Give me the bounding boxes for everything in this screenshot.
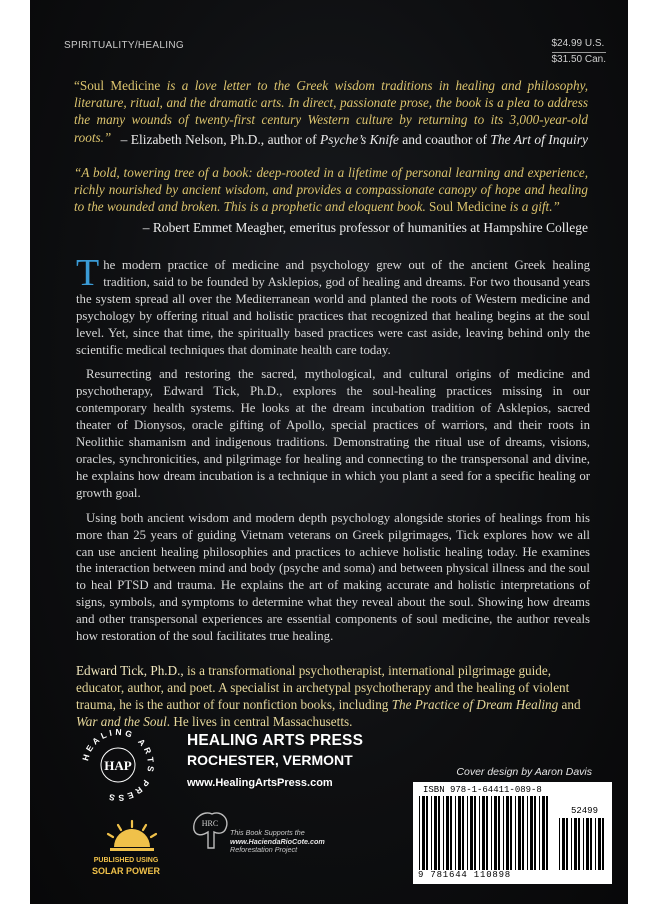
barcode-bar — [491, 796, 492, 870]
quote2-title: Soul Medicine — [429, 199, 507, 215]
barcode-bar — [586, 818, 589, 870]
barcode-bar — [434, 796, 437, 870]
publisher-website[interactable]: www.HealingArtsPress.com — [187, 777, 333, 789]
author-bio-b: . He lives in central Massachusetts. — [166, 714, 353, 729]
barcode-bar — [539, 796, 540, 870]
barcode-bar — [467, 796, 468, 870]
quote1-attribution — [121, 132, 588, 148]
category-label: SPIRITUALITY/HEALING — [64, 40, 184, 51]
barcode-bar — [595, 818, 596, 870]
tree-icon — [190, 808, 230, 852]
description-paragraph-2: Resurrecting and restoring the sacred, mythological, and cultural origins of medicine and psychotherapy, Edward Tick, Ph.D., explores the soul-healing practices missing in our contemporary health systems. He looks at the dream incubation tradition of Asklepios, sacred theater of Dionysos, oracle gifting of Apollo, special practices of warriors, and their roots in Neolithic shamanism and indigenous traditions. Demonstrating the ritual use of dreams, visions, oracles, synchronicities, and pilgrimage for healing and connecting to the transpersonal and divine, he explains how dream incubation is a technique in which you plant a seed for a specific healing or growth goal. — [76, 367, 590, 500]
barcode-bar — [486, 796, 488, 870]
barcode-bar — [422, 796, 425, 870]
barcode-bar — [450, 796, 452, 870]
barcode-bar — [530, 796, 533, 870]
author-book2: War and the Soul — [76, 714, 167, 729]
barcode-bar — [590, 818, 592, 870]
quote2-text-a: “A bold, towering tree of a book: deep-rooted in a lifetime of personal learning and experience, richly nourished by ancient wisdom, and provides a compassionate canopy of hope and healing to the wounded and broken. This is a prophetic and eloquent book. — [74, 165, 588, 215]
solar-power-icon — [100, 817, 164, 857]
barcode-bar — [562, 818, 565, 870]
logo-monogram: HAP — [104, 758, 132, 773]
endorsement-quote-2 — [74, 164, 588, 216]
ean-barcode-bars — [419, 796, 551, 872]
barcode-bar — [470, 796, 473, 870]
barcode-bar — [506, 796, 509, 870]
quote2-author: – Robert Emmet Meagher, — [142, 220, 287, 235]
price-us: $24.99 U.S. — [552, 37, 607, 53]
solar-line-1: PUBLISHED USING — [93, 857, 159, 864]
quote1-title: “Soul Medicine — [74, 78, 161, 93]
barcode-bar — [574, 818, 577, 870]
barcode-bar — [598, 818, 601, 870]
hacienda-line-2[interactable]: www.HaciendaRioCote.com — [230, 836, 325, 846]
barcode-bar — [566, 818, 568, 870]
barcode-bar — [571, 818, 572, 870]
quote1-attr-and: and coauthor of — [398, 132, 491, 147]
barcode-bar — [498, 796, 500, 870]
price-can: $31.50 Can. — [551, 54, 606, 65]
barcode-bar — [482, 796, 485, 870]
author-bio-a: is a transformational psychotherapist, international pilgrimage guide, educator, author, and poet. A specialist in archetypal psychotherapy and the healing of violent trauma, he is the author of four nonfiction books, including — [76, 663, 570, 712]
isbn-text: ISBN 978-1-64411-089-8 — [423, 785, 542, 795]
barcode-bar — [515, 796, 516, 870]
author-name: Edward Tick, Ph.D., — [76, 663, 184, 678]
description-paragraph-1 — [76, 252, 590, 358]
barcode-bar — [542, 796, 545, 870]
barcode — [413, 782, 612, 884]
barcode-bar — [578, 818, 580, 870]
barcode-bar — [431, 796, 432, 870]
drop-cap: T — [76, 252, 100, 294]
solar-line-2: SOLAR POWER — [92, 866, 161, 876]
barcode-bar — [426, 796, 428, 870]
paragraph-1-text: he modern practice of medicine and psychology grew out of the ancient Greek healing tradition, said to be founded by Asklepios, god of healing and dreams. For two thousand years the system spread all over the Mediterranean world and planted the roots of Western medicine and psychology by offering ritual and holistic practices that recognized that healing begins at the soul level. Yet, since that time, the spiritually based practices were cast aside, leaving behind only the scientific medical techniques that dominate health care today. — [76, 258, 590, 357]
barcode-bar — [458, 796, 461, 870]
quote1-attr-text: author of — [264, 132, 321, 147]
barcode-bar — [546, 796, 548, 870]
price-barcode-bars — [559, 818, 605, 870]
barcode-bar — [527, 796, 528, 870]
solar-power-text — [92, 856, 160, 876]
barcode-bar — [602, 818, 604, 870]
quote1-book1: Psyche’s Knife — [320, 132, 399, 147]
barcode-bar — [474, 796, 476, 870]
price-box — [552, 37, 607, 67]
hacienda-line-3: Reforestation Project — [230, 845, 298, 855]
quote2-attribution — [143, 220, 588, 236]
hacienda-logo-text: HRC — [201, 819, 219, 828]
barcode-bar — [503, 796, 504, 870]
author-book1: The Practice of Dream Healing — [391, 697, 559, 712]
barcode-bar — [522, 796, 524, 870]
publisher-city: ROCHESTER, VERMONT — [187, 752, 353, 768]
back-cover — [30, 0, 628, 904]
quote1-text: is a love letter to the Greek wisdom traditions in healing and philosophy, literature, ritual, and the dramatic arts. In direct, passionate prose, the book is a plea to address the many wounds of twenty-first century Western culture by returning to its 3,000-year-old roots.” — [74, 78, 588, 145]
barcode-bar — [494, 796, 497, 870]
barcode-bar — [583, 818, 584, 870]
quote1-book2: The Art of Inquiry — [490, 132, 588, 147]
author-bio-and: and — [558, 697, 581, 712]
cover-design-credit: Cover design by Aaron Davis — [456, 766, 592, 778]
description — [76, 252, 590, 653]
ean-digits: 9 781644 110898 — [418, 870, 512, 880]
price-code-text: 52499 — [570, 806, 598, 816]
barcode-bar — [518, 796, 521, 870]
barcode-bar — [559, 818, 560, 870]
hacienda-line-1: This Book Supports the — [230, 828, 305, 837]
barcode-bar — [443, 796, 444, 870]
quote2-text-b: is a gift.” — [506, 199, 560, 215]
barcode-bar — [479, 796, 480, 870]
publisher-name: HEALING ARTS PRESS — [187, 732, 364, 749]
barcode-bar — [534, 796, 536, 870]
barcode-bar — [438, 796, 440, 870]
logo-ring-text: HEALING ARTS PRESS — [80, 726, 157, 804]
description-paragraph-3: Using both ancient wisdom and modern depth psychology alongside stories of healings from his more than 25 years of guiding Vietnam veterans on Greek pilgrimages, Tick explores how we all can use ancient healing philosophies and practices to achieve holistic healing today. He examines the interaction between mind and body (psyche and soma) and between physical illness and the soul to heal PTSD and trauma. He explains the art of making accurate and holistic interpretations of signs, symbols, and symptoms to determine what they reveal about the soul. Showing how dreams and other transpersonal experiences are essential components of soul medicine, the author reveals how restoration of the soul facilitates true healing. — [76, 510, 590, 644]
author-bio — [76, 662, 590, 730]
barcode-bar — [510, 796, 512, 870]
hacienda-text — [230, 829, 325, 855]
publisher-logo — [76, 723, 160, 807]
barcode-bar — [446, 796, 449, 870]
barcode-bar — [455, 796, 456, 870]
barcode-bar — [462, 796, 464, 870]
barcode-bar — [419, 796, 420, 870]
quote1-author: – Elizabeth Nelson, Ph.D., — [120, 132, 265, 147]
quote2-role: emeritus professor of humanities at Hampshire College — [286, 220, 588, 235]
